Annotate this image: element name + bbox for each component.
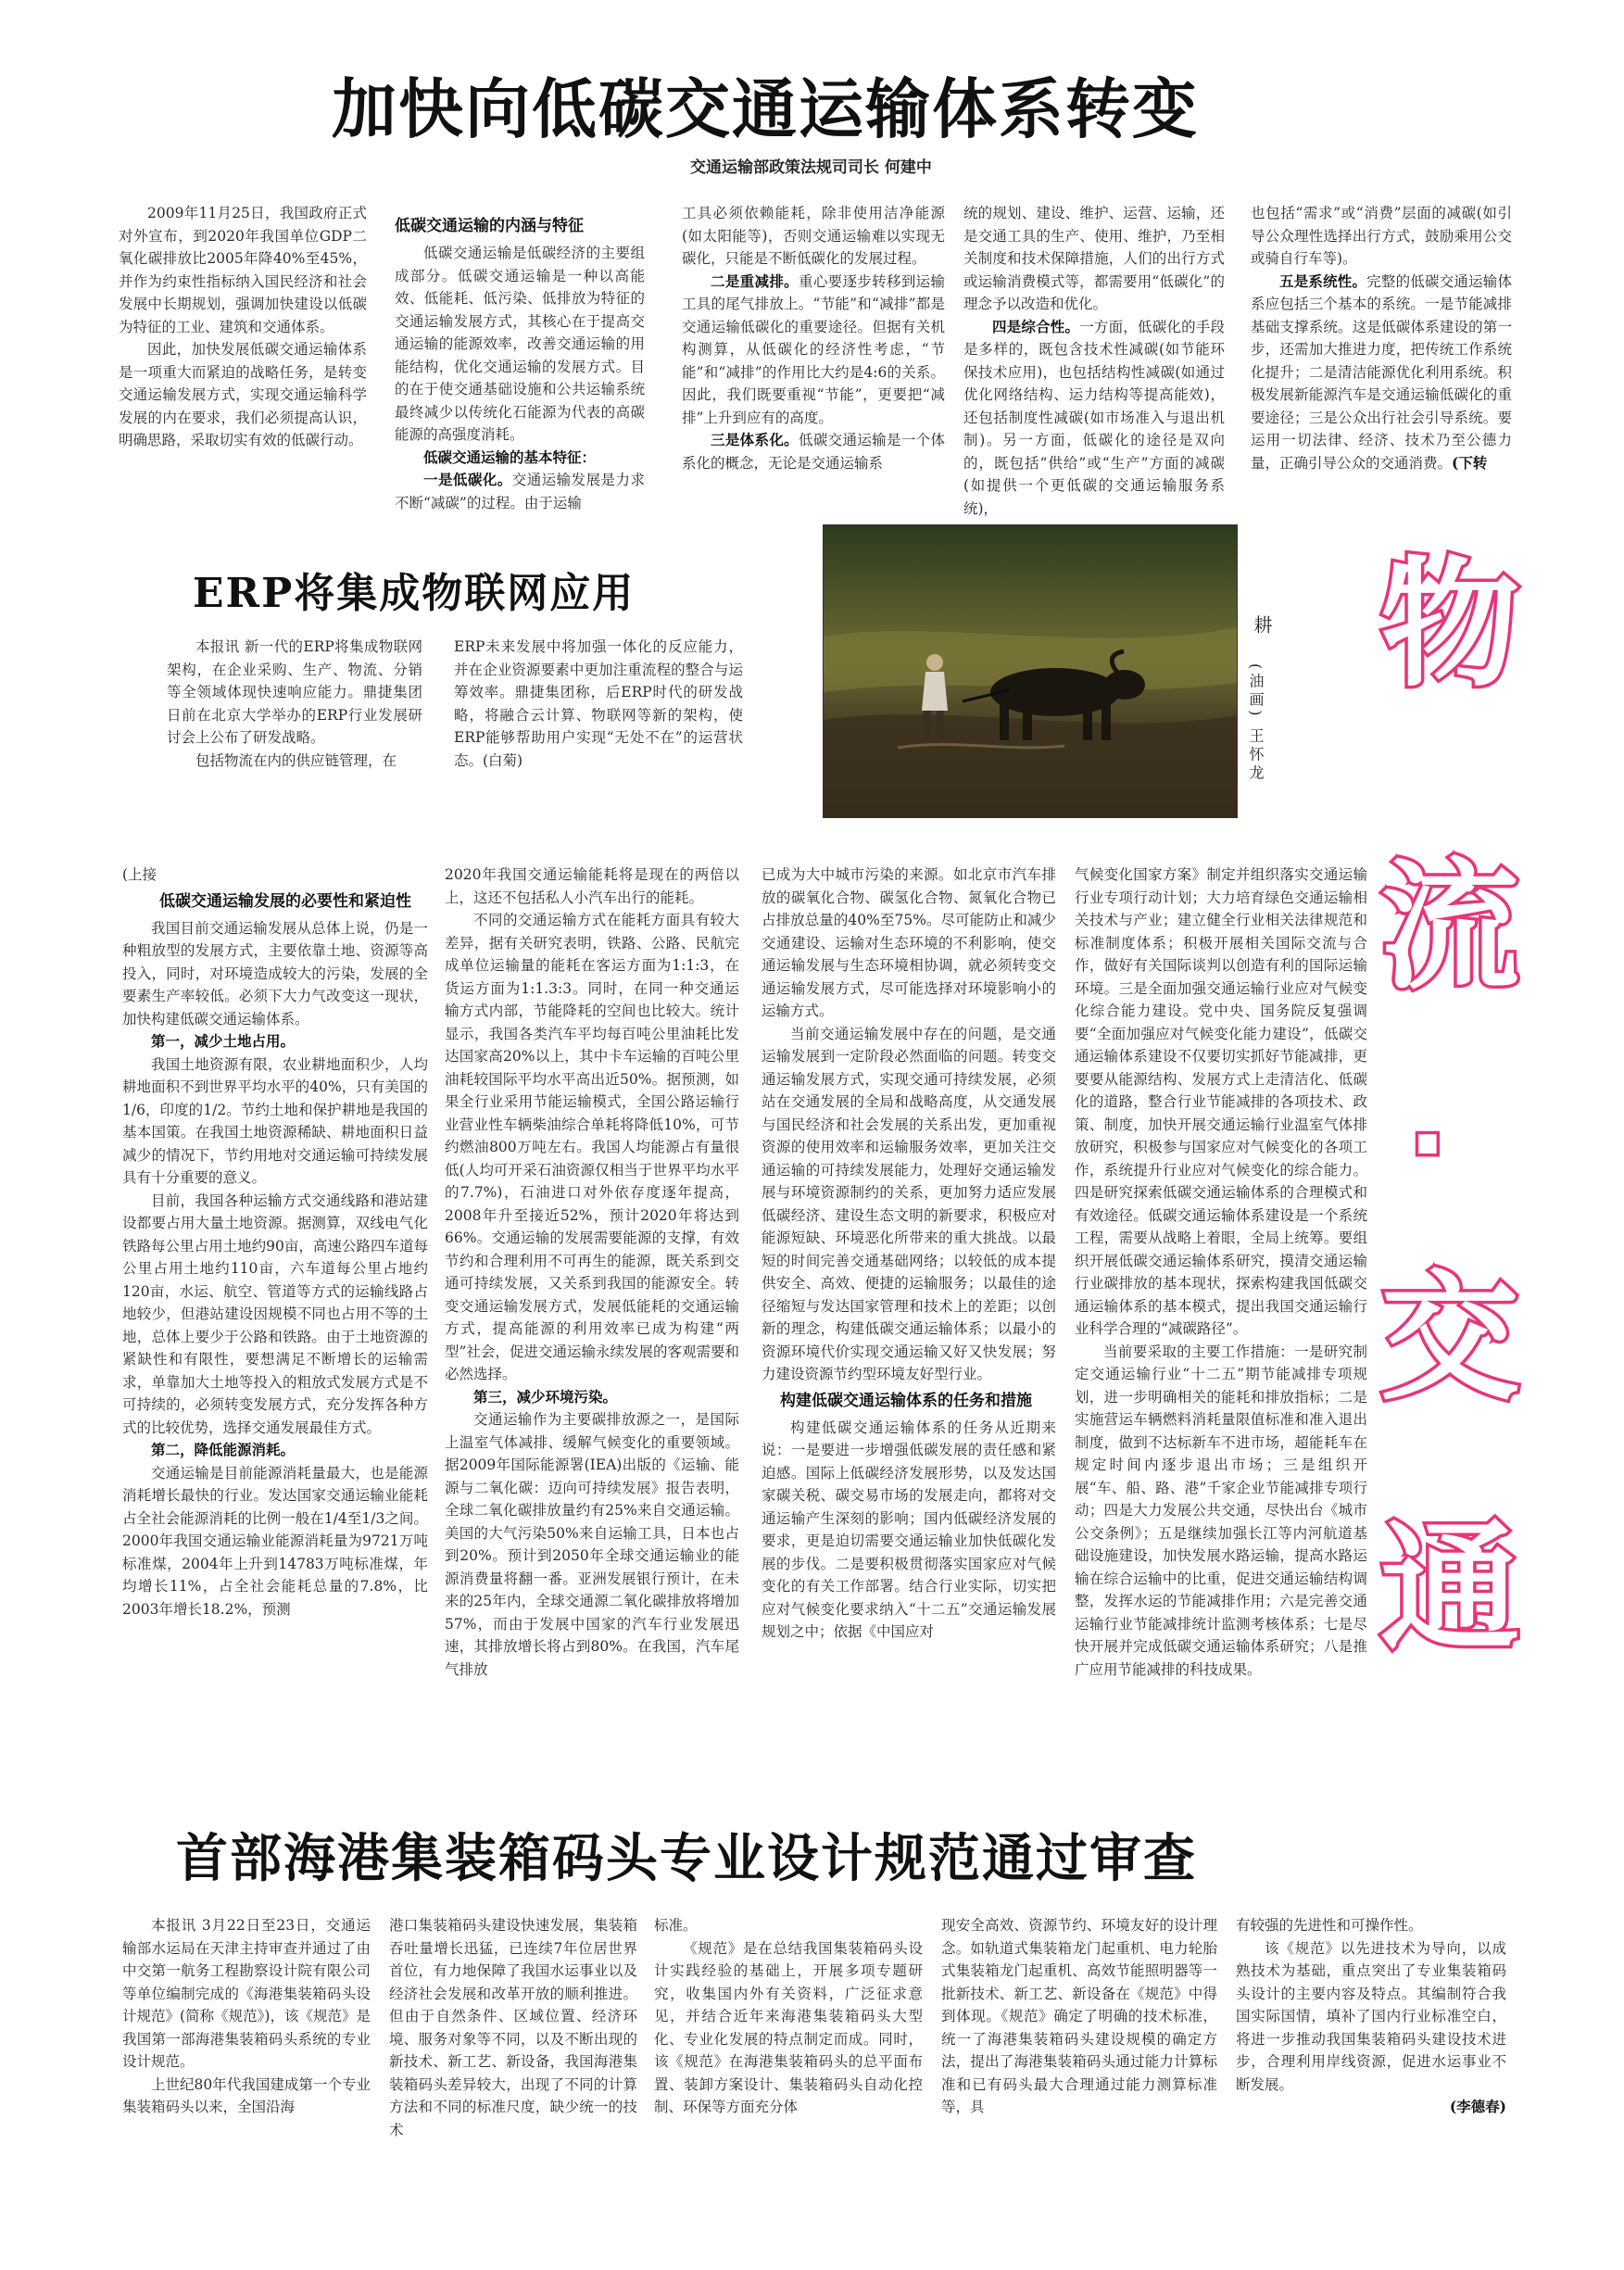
article2-col1: 本报讯 新一代的ERP将集成物联网架构，在企业采购、生产、物流、分销等全领域体现快速响应能力。鼎捷集团日前在北京大学举办的ERP行业发展研讨会上公布了研发战略。 包括物流在内的供应链管理，在 bbox=[167, 638, 422, 769]
article3-col5: 有较强的先进性和可操作性。 该《规范》以先进技术为导向，以成熟技术为基础，重点突出了专业集装箱码头设计的主要内容及特点。其编制符合我国实际国情，填补了国内行业标准空白，将进一步推动我国集装箱码头建设技术进步，合理利用岸线资源，促进水运事业不断发展。 (李德春) bbox=[1236, 1917, 1506, 2115]
painting-artwork bbox=[824, 525, 1237, 817]
article1-byline: 交通运输部政策法规司司长 何建中 bbox=[690, 158, 932, 177]
article2-col2: ERP未来发展中将加强一体化的反应能力，并在企业资源要素中更加注重流程的整合与运筹效率。鼎捷集团称，后ERP时代的研发战略，将融合云计算、物联网等新的架构，使ERP能够帮助用户实现“无处不在”的运营状态。(白菊) bbox=[454, 638, 743, 769]
article1-col1: 2009年11月25日，我国政府正式对外宣布，到2020年我国单位GDP二氧化碳排放比2005年降40%至45%，并作为约束性指标纳入国民经济和社会发展中长期规划，强调加快建设以低碳为特征的工业、建筑和交通体系。 因此，加快发展低碳交通运输体系是一项重大而紧迫的战略任务，是转变交通运输发展方式，实现交通运输科学发展的内在要求，我们必须提高认识，明确思路，采取切实有效的低碳行动。 bbox=[119, 205, 367, 448]
oil-painting-plowing bbox=[823, 524, 1238, 818]
article1-cont-col4: 气候变化国家方案》制定并组织落实交通运输行业专项行动计划；大力培育绿色交通运输相关技术与产业；建立健全行业相关法律规范和标准制度体系；积极开展相关国际交流与合作，做好有关国际谈判以创造有利的国际运输环境。三是全面加强交通运输行业应对气候变化综合能力建设。党中央、国务院反复强调要“全面加强应对气候变化能力建设”，低碳交通运输体系建设不仅要切实抓好节能减排，更要要从能源结构、发展方式上走清洁化、低碳化的道路，整合行业节能减排的各项技术、政策、制度，加快开展交通运输行业温室气体排放研究，积极参与国家应对气候变化的各项工作，系统提升行业应对气候变化的综合能力。四是研究探索低碳交通运输体系的合理模式和有效途径。低碳交通运输体系建设是一个系统工程，需要从战略上着眼，全局上统筹。要组织开展低碳交通运输体系研究，摸清交通运输行业碳排放的基本现状，探索构建我国低碳交通运输体系的基本模式，提出我国交通运输行业科学合理的“减碳路径”。 当前要采取的主要工作措施：一是研究制定交通运输行业“十二五”期节能减排专项规划，进一步明确相关的能耗和排放指标；二是实施营运车辆燃料消耗量限值标准和准入退出制度，做到不达标新车不进市场，超能耗车在规定时间内逐步退出市场；三是组织开展“车、船、路、港”千家企业节能减排专项行动；四是大力发展公共交通，尽快出台《城市公交条例》；五是继续加强长江等内河航道基础设施建设，加快发展水路运输，提高水路运输在综合运输中的比重，促进交通运输结构调整，发挥水运的节能减排作用；六是完善交通运输行业节能减排统计监测考核体系；七是尽快开展并完成低碳交通运输体系研究；八是推广应用节能减排的科技成果。 bbox=[1075, 866, 1367, 1678]
article1-col3: 工具必须依赖能耗，除非使用洁净能源(如太阳能等)，否则交通运输难以实现无碳化，只能是不断低碳化的发展过程。 二是重减排。重心要逐步转移到运输工具的尾气排放上。“节能”和“减排”都是交通运输低碳化的重要途径。但据有关机构测算，从低碳化的经济性考虑，“节能”和“减排”的作用比大约是4:6的关系。因此，我们既要重视“节能”，更要把“减排”上升到应有的高度。 三是体系化。低碳交通运输是一个体系化的概念，无论是交通运输系 bbox=[682, 205, 945, 472]
painting-caption bbox=[1249, 615, 1276, 637]
author-credit: (李德春) bbox=[1449, 2098, 1506, 2115]
article3-col3: 标准。 《规范》是在总结我国集装箱码头设计实践经验的基础上，开展多项专题研究，收集国内外有关资料，广泛征求意见，并结合近年来海港集装箱码头大型化、专业化发展的特点制定而成。同时，该《规范》在海港集装箱码头的总平面布置、装卸方案设计、集装箱码头自动化控制、环保等方面充分体 bbox=[654, 1917, 923, 2115]
article1-title: 加快向低碳交通运输体系转变 bbox=[332, 70, 1199, 147]
section-heading: 低碳交通运输发展的必要性和紧迫性 bbox=[159, 891, 411, 911]
article3-col1: 本报讯 3月22日至23日，交通运输部水运局在天津主持审查并通过了由中交第一航务工程勘察设计院有限公司等单位编制完成的《海港集装箱码头设计规范》(简称《规范》)，该《规范》是我国第一部海港集装箱码头系统的专业设计规范。 上世纪80年代我国建成第一个专业集装箱码头以来，全国沿海 bbox=[122, 1917, 371, 2115]
section-heading: 低碳交通运输的内涵与特征 bbox=[395, 217, 584, 235]
article1-cont-col1: (上接 低碳交通运输发展的必要性和紧迫性 我国目前交通运输发展从总体上说，仍是一种粗放型的发展方式，主要依靠土地、资源等高投入，同时，对环境造成较大的污染，发展的全要素生产率较低。必须下大力气改变这一现状，加快构建低碳交通运输体系。 第一，减少土地占用。 我国土地资源有限，农业耕地面积少，人均耕地面积不到世界平均水平的40%，只有美国的1/6，印度的1/2。节约土地和保护耕地是我国的基本国策。在我国土地资源稀缺、耕地面积日益减少的情况下，节约用地对交通运输可持续发展具有十分重要的意义。 目前，我国各种运输方式交通线路和港站建设都要占用大量土地资源。据测算，双线电气化铁路每公里占用土地约90亩，高速公路四车道每公里占用土地约110亩，六车道每公里占地约120亩，水运、航空、管道等方式的运输线路占地较少，但港站建设因规模不同也占用不等的土地，总体上要少于公路和铁路。由于土地资源的紧缺性和有限性，要想满足不断增长的运输需求，单靠加大土地等投入的粗放式发展方式是不可持续的，必须转变发展方式，充分发挥各种方式的比较优势，选择交通发展最佳方式。 第二，降低能源消耗。 交通运输是目前能源消耗量最大，也是能源消耗增长最快的行业。发达国家交通运输业能耗占全社会能源消耗的比例一般在1/4至1/3之间。2000年我国交通运输业能源消耗量为9721万吨标准煤，2004年上升到14783万吨标准煤，年均增长11%，占全社会能耗总量的7.8%，比2003年增长18.2%，预测 bbox=[122, 866, 428, 1618]
article1-cont-col3: 已成为大中城市污染的来源。如北京市汽车排放的碳氧化合物、碳氢化合物、氮氧化合物已占排放总量的40%至75%。尽可能防止和减少交通建设、运输对生态环境的不利影响，使交通运输发展与生态环境相协调，就必须转变交通运输发展方式，尽可能选择对环境影响小的运输方式。 当前交通运输发展中存在的问题，是交通运输发展到一定阶段必然面临的问题。转变交通运输发展方式，实现交通可持续发展，必须站在交通发展的全局和战略高度，从交通发展与国民经济和社会发展的关系出发，更加重视资源的使用效率和运输服务效率，更加关注交通运输的可持续发展能力，处理好交通运输发展与环境资源制约的关系，更加努力适应发展低碳经济、建设生态文明的新要求，积极应对能源短缺、环境恶化所带来的重大挑战。以最短的时间完善交通基础网络；以较低的成本提供安全、高效、便捷的运输服务；以最佳的途径缩短与发达国家管理和技术上的差距；以创新的理念，构建低碳交通运输体系；以最小的资源环境代价实现交通运输又好又快发展；努力建设资源节约型环境友好型行业。 构建低碳交通运输体系的任务和措施 构建低碳交通运输体系的任务从近期来说：一是要进一步增强低碳发展的责任感和紧迫感。国际上低碳经济发展形势，以及发达国家碳关税、碳交易市场的发展走向，都将对交通运输产生深刻的影响；国内低碳经济发展的要求，更是迫切需要交通运输业加快低碳化发展的步伐。二是要积极贯彻落实国家应对气候变化的有关工作部署。结合行业实际，切实把应对气候变化要求纳入“十二五”交通运输发展规划之中；依据《中国应对 bbox=[762, 866, 1056, 1640]
painting-credit: (油画) 王怀龙 bbox=[1247, 663, 1265, 784]
section-banner-wu: 物 bbox=[1380, 545, 1520, 706]
section-banner-dot: · bbox=[1408, 1085, 1447, 1204]
article1-cont-col2: 2020年我国交通运输能耗将是现在的两倍以上，这还不包括私人小汽车出行的能耗。 不同的交通运输方式在能耗方面具有较大差异，据有关研究表明，铁路、公路、民航完成单位运输量的能耗在客运方面为1:1:3，在货运方面为1:1.3:3。同时，在同一种交通运输方式内部，节能降耗的空间也比较大。统计显示，我国各类汽车平均每百吨公里油耗比发达国家高20%以上，其中卡车运输的百吨公里油耗较国际平均水平高出近50%。据预测，如果全行业采用节能运输模式，全国公路运输行业营业性车辆柴油综合单耗将降低10%，可节约燃油800万吨左右。我国人均能源占有量很低(人均可开采石油资源仅相当于世界平均水平的7.7%)，石油进口对外依存度逐年提高，2008年升至接近52%，预计2020年将达到66%。交通运输的发展需要能源的支撑，有效节约和合理利用不可再生的能源，既关系到交通可持续发展，又关系到我国的能源安全。转变交通运输发展方式，发展低能耗的交通运输方式，提高能源的利用效率已成为构建“两型”社会，促进交通运输永续发展的客观需要和必然选择。 第三，减少环境污染。 交通运输作为主要碳排放源之一，是国际上温室气体减排、缓解气候变化的重要领域。据2009年国际能源署(IEA)出版的《运输、能源与二氧化碳：迈向可持续发展》报告表明，全球二氧化碳排放量约有25%来自交通运输。美国的大气污染50%来自运输工具，日本也占到20%。预计到2050年全球交通运输业的能源消费量将翻一番。亚洲发展银行预计，在未来的25年内，全球交通源二氧化碳排放将增加57%，而由于发展中国家的汽车行业发展迅速，其排放增长将占到80%。在我国，汽车尾气排放 bbox=[445, 866, 739, 1678]
article3-col4: 现安全高效、资源节约、环境友好的设计理念。如轨道式集装箱龙门起重机、电力轮胎式集装箱龙门起重机、高效节能照明器等一批新技术、新工艺、新设备在《规范》中得到体现。《规范》确定了明确的技术标准，统一了海港集装箱码头建设规模的确定方法，提出了海港集装箱码头通过能力计算标准和已有码头最大合理通过能力测算标准等，具 bbox=[941, 1917, 1217, 2115]
section-heading: 构建低碳交通运输体系的任务和措施 bbox=[780, 1391, 1032, 1410]
section-banner-tong: 通 bbox=[1380, 1508, 1520, 1670]
section-banner-jiao: 交 bbox=[1380, 1258, 1520, 1419]
article1-col5: 也包括“需求”或“消费”层面的减碳(如引导公众理性选择出行方式，鼓励乘用公交或骑自行车等)。 五是系统性。完整的低碳交通运输体系应包括三个基本的系统。一是节能减排基础支撑系统。这是低碳体系建设的第一步，还需加大推进力度，把传统工作系统化提升；二是清洁能源优化利用系统。积极发展新能源汽车是交通运输低碳化的重要途径；三是公众出行社会引导系统。要运用一切法律、经济、技术乃至公德力量，正确引导公众的交通消费。(下转 bbox=[1251, 205, 1512, 472]
article1-col4: 统的规划、建设、维护、运营、运输，还是交通工具的生产、使用、维护，乃至相关制度和技术保障措施，人们的出行方式或运输消费模式等，都需要用“低碳化”的理念予以改造和优化。 四是综合性。一方面，低碳化的手段是多样的，既包含技术性减碳(如节能环保技术应用)，也包括结构性减碳(如通过优化网络结构、运力结构等提高能效)，还包括制度性减碳(如市场准入与退出机制)。另一方面，低碳化的途径是双向的，既包括“供给”或“生产”方面的减碳(如提供一个更低碳的交通运输服务系统)， bbox=[963, 205, 1225, 517]
article3-col2: 港口集装箱码头建设快速发展，集装箱吞吐量增长迅猛，已连续7年位居世界首位，有力地保障了我国水运事业以及经济社会发展和改革开放的顺利推进。但由于自然条件、区域位置、经济环境、服务对象等不同，以及不断出现的新技术、新工艺、新设备，我国海港集装箱码头差异较大，出现了不同的计算方法和不同的标准尺度，缺少统一的技术 bbox=[389, 1917, 637, 2138]
section-banner-liu: 流 bbox=[1380, 847, 1520, 1008]
article1-col2: 低碳交通运输的内涵与特征 低碳交通运输是低碳经济的主要组成部分。低碳交通运输是一种以高能效、低能耗、低污染、低排放为特征的交通运输发展方式，其核心在于提高交通运输的能源效率，改善交通运输的用能结构，优化交通运输的发展方式。目的在于使交通基础设施和公共运输系统最终减少以传统化石能源为代表的高碳能源的高强度消耗。 低碳交通运输的基本特征： 一是低碳化。交通运输发展是力求不断“减碳”的过程。由于运输 bbox=[395, 217, 645, 511]
article2-title: ERP将集成物联网应用 bbox=[193, 570, 636, 617]
article3-title: 首部海港集装箱码头专业设计规范通过审查 bbox=[176, 1828, 1197, 1889]
painting-title: 耕 bbox=[1251, 615, 1273, 637]
